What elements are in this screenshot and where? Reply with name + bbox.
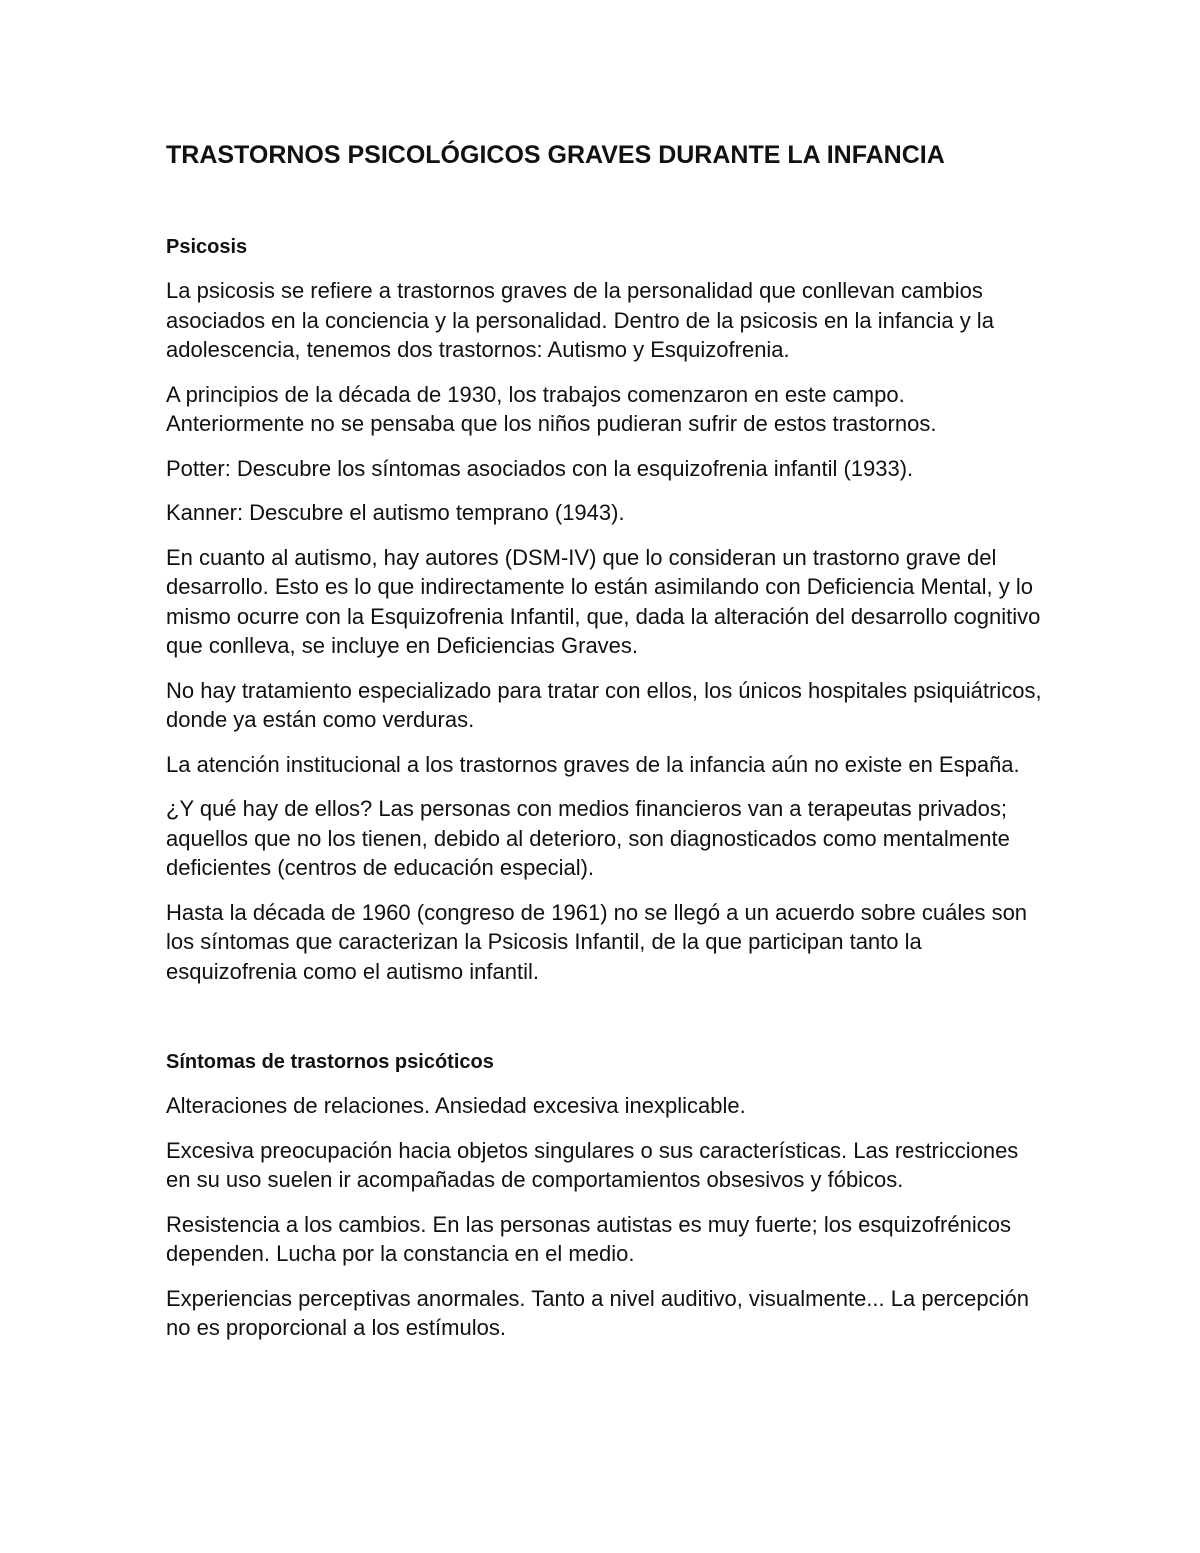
paragraph: En cuanto al autismo, hay autores (DSM-IV) que lo consideran un trastorno grave del desarrollo. Esto es lo que indirectamente lo están asimilando con Deficiencia Mental, y lo mismo ocurre con la Esquizofrenia Infantil, que, dada la alteración del desarrollo cognitivo que conlleva, se incluye en Deficiencias Graves. xyxy=(166,544,1041,658)
paragraph: Experiencias perceptivas anormales. Tanto a nivel auditivo, visualmente... La percepción no es proporcional a los estímulos. xyxy=(166,1285,1029,1340)
section-sintomas xyxy=(166,1047,1046,1343)
paragraph: A principios de la década de 1930, los trabajos comenzaron en este campo. Anteriormente no se pensaba que los niños pudieran sufrir de estos trastornos. xyxy=(166,381,937,436)
paragraph: Potter: Descubre los síntomas asociados con la esquizofrenia infantil (1933). xyxy=(166,455,914,481)
section-spacer xyxy=(166,1001,1046,1047)
section-heading: Síntomas de trastornos psicóticos xyxy=(166,1051,494,1073)
paragraph: ¿Y qué hay de ellos? Las personas con medios financieros van a terapeutas privados; aquellos que no los tienen, debido al deterioro, son diagnosticados como mentalmente deficientes (centros de educación especial). xyxy=(166,796,1010,880)
paragraph: Kanner: Descubre el autismo temprano (1943). xyxy=(166,500,625,525)
paragraph: La psicosis se refiere a trastornos graves de la personalidad que conllevan cambios asociados en la conciencia y la personalidad. Dentro de la psicosis en la infancia y la adolescencia, tenemos dos trastornos: Autismo y Esquizofrenia. xyxy=(166,278,994,362)
paragraph: No hay tratamiento especializado para tratar con ellos, los únicos hospitales psiquiátricos, donde ya están como verduras. xyxy=(166,677,1042,732)
document-title: TRASTORNOS PSICOLÓGICOS GRAVES DURANTE LA INFANCIA xyxy=(166,141,945,169)
section-psicosis xyxy=(166,232,1046,986)
paragraph: Hasta la década de 1960 (congreso de 1961) no se llegó a un acuerdo sobre cuáles son los síntomas que caracterizan la Psicosis Infantil, de la que participan tanto la esquizofrenia como el autismo infantil. xyxy=(166,899,1028,984)
paragraph: Resistencia a los cambios. En las personas autistas es muy fuerte; los esquizofrénicos dependen. Lucha por la constancia en el medio. xyxy=(166,1211,1011,1266)
paragraph: La atención institucional a los trastornos graves de la infancia aún no existe en España. xyxy=(166,751,1020,777)
paragraph: Excesiva preocupación hacia objetos singulares o sus características. Las restricciones en su uso suelen ir acompañadas de comportamientos obsesivos y fóbicos. xyxy=(166,1137,1019,1192)
document-body xyxy=(166,138,1046,1358)
paragraph: Alteraciones de relaciones. Ansiedad excesiva inexplicable. xyxy=(166,1093,746,1118)
section-heading: Psicosis xyxy=(166,236,248,258)
